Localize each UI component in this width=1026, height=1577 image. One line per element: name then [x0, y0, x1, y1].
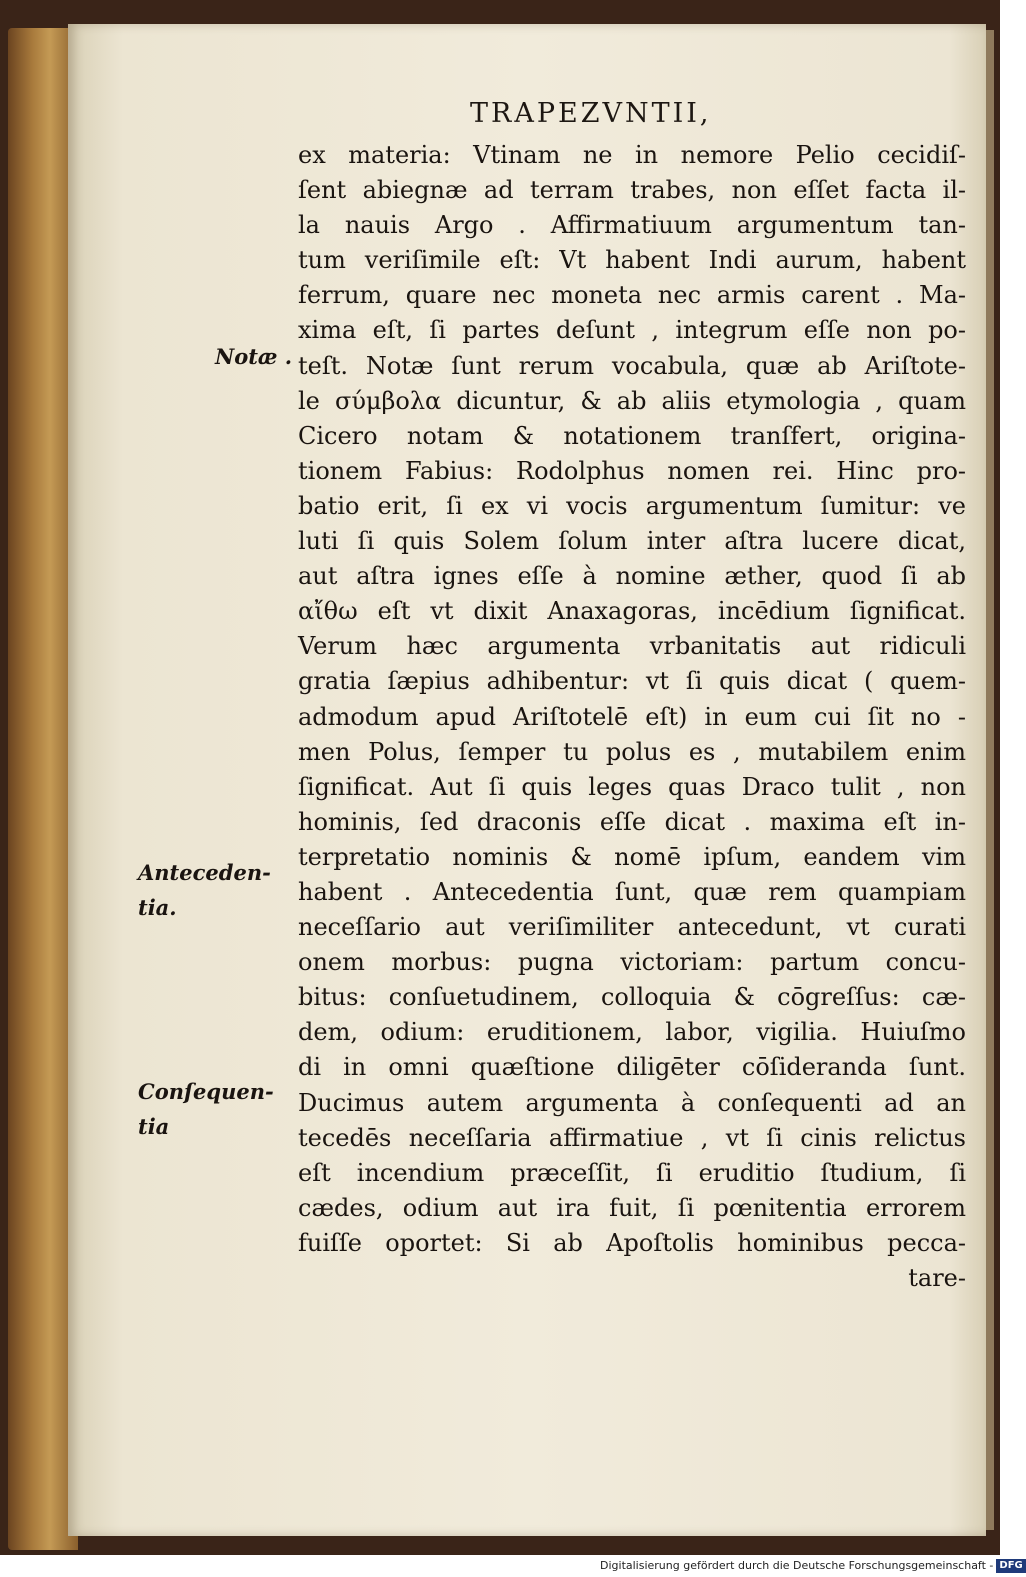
text-line: dem, odium: eruditionem, labor, vigilia. Huiuſmo: [298, 1018, 966, 1047]
running-head: TRAPEZVNTII,: [470, 98, 712, 129]
text-line: onem morbus: pugna victoriam: partum concu-: [298, 948, 966, 977]
digitization-footer: [600, 1556, 1023, 1575]
text-line: tare-: [908, 1264, 966, 1292]
text-line: teſt. Notæ ſunt rerum vocabula, quæ ab Ariſtote-: [298, 351, 966, 380]
text-line: batio erit, ſi ex vi vocis argumentum ſumitur: ve: [298, 491, 966, 520]
marginal-note-antecedentia-1: Anteceden-: [138, 860, 271, 885]
footer-text: Digitalisierung gefördert durch die Deutsche Forschungsgemeinschaft -: [600, 1559, 994, 1572]
text-line: tum veriſimile eſt: Vt habent Indi aurum, habent: [298, 246, 966, 275]
text-line: aut aſtra ignes eſſe à nomine æther, quod ſi ab: [298, 562, 966, 591]
text-line: tecedēs neceſſaria affirmatiue , vt ſi cinis relictus: [298, 1123, 966, 1152]
text-line: cædes, odium aut ira fuit, ſi pœnitentia errorem: [298, 1193, 966, 1222]
text-line: Cicero notam & notationem tranſfert, origina-: [298, 421, 966, 450]
text-line: hominis, ſed draconis eſſe dicat . maxima eſt in-: [298, 807, 966, 836]
marginal-note-consequentia-2: tia: [138, 1114, 170, 1139]
text-line: Ducimus autem argumenta à conſequenti ad an: [298, 1088, 966, 1117]
text-line: gratia ſæpius adhibentur: vt ſi quis dicat ( quem-: [298, 667, 966, 696]
text-line: ex materia: Vtinam ne in nemore Pelio cecidiſ-: [298, 141, 966, 169]
main-text-block: [298, 138, 966, 1296]
text-line: ſignificat. Aut ſi quis leges quas Draco tulit , non: [298, 772, 966, 801]
text-line: bitus: conſuetudinem, colloquia & cōgreſſus: cæ-: [298, 983, 966, 1012]
text-line: xima eſt, ſi partes deſunt , integrum eſſe non po-: [298, 316, 966, 345]
text-line: la nauis Argo . Affirmatiuum argumentum tan-: [298, 211, 966, 240]
text-line: le σύμβολα dicuntur, & ab aliis etymologia , quam: [298, 386, 966, 415]
marginal-note-antecedentia-2: tia.: [138, 895, 177, 920]
text-line: admodum apud Ariſtotelē eſt) in eum cui ſit no -: [298, 702, 966, 731]
dfg-logo: DFG: [996, 1559, 1025, 1573]
text-line: fuiſſe oportet: Si ab Apoſtolis hominibus pecca-: [298, 1228, 966, 1257]
text-line: αἴθω eſt vt dixit Anaxagoras, incēdium ſignificat.: [298, 597, 966, 626]
text-line: men Polus, ſemper tu polus es , mutabilem enim: [298, 737, 966, 766]
text-line: ſent abiegnæ ad terram trabes, non eſſet facta il-: [298, 176, 966, 205]
text-line: tionem Fabius: Rodolphus nomen rei. Hinc pro-: [298, 456, 966, 485]
text-line: Verum hæc argumenta vrbanitatis aut ridiculi: [298, 632, 966, 661]
text-line: luti ſi quis Solem ſolum inter aſtra lucere dicat,: [298, 527, 966, 556]
text-line: neceſſario aut veriſimiliter antecedunt, vt curati: [298, 913, 966, 942]
text-line: ferrum, quare nec moneta nec armis carent . Ma-: [298, 281, 966, 310]
marginal-note-notae: Notæ .: [215, 344, 293, 369]
text-line: di in omni quæſtione diligēter cōſideranda ſunt.: [298, 1053, 966, 1082]
text-line: habent . Antecedentia ſunt, quæ rem quampiam: [298, 877, 966, 906]
text-line: eſt incendium præceſſit, ſi eruditio ſtudium, ſi: [298, 1158, 966, 1187]
marginal-note-consequentia-1: Conſequen-: [138, 1079, 274, 1104]
text-line: terpretatio nominis & nomē ipſum, eandem vim: [298, 842, 966, 871]
